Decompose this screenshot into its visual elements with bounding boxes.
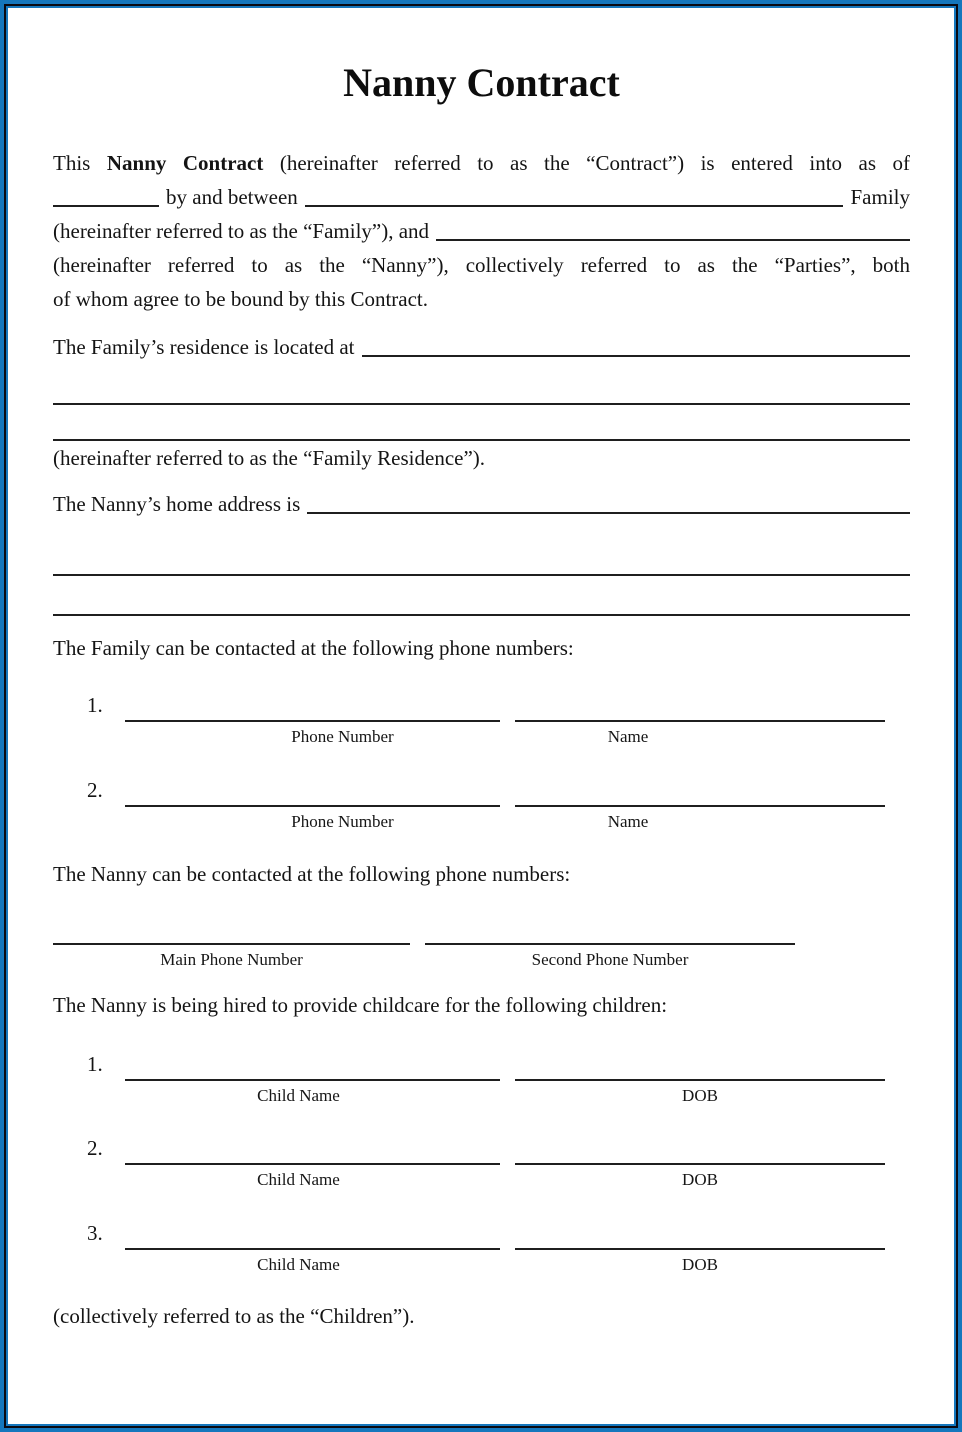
frame-dark-line — [4, 4, 958, 1428]
child-2-dob-field — [515, 1131, 885, 1192]
nanny-address-lead: The Nanny’s home address is — [53, 492, 301, 516]
family-phones-heading: The Family can be contacted at the following phone numbers: — [53, 636, 574, 660]
child-1-name-field — [125, 1047, 500, 1108]
row-number: 1. — [87, 1052, 103, 1076]
child-1-dob-field — [515, 1047, 885, 1108]
child-name-label: Child Name — [257, 1170, 340, 1189]
nanny-address-line — [53, 487, 910, 521]
contract-date-blank — [53, 187, 159, 207]
row-number: 1. — [87, 693, 103, 717]
family-phone-row-2 — [53, 773, 910, 834]
child-row-2 — [53, 1131, 910, 1192]
dob-blank — [515, 1047, 885, 1081]
intro-line-3 — [53, 214, 910, 248]
nanny-address-blank-2 — [53, 521, 910, 576]
document-content — [8, 8, 954, 1424]
intro-line-2 — [53, 180, 910, 214]
row-number: 2. — [87, 1136, 103, 1160]
child-name-label: Child Name — [257, 1255, 340, 1274]
child-name-blank — [125, 1216, 500, 1250]
nanny-name-blank — [436, 221, 910, 241]
child-name-label: Child Name — [257, 1086, 340, 1105]
family-phone-row-1 — [53, 688, 910, 749]
second-phone-label: Second Phone Number — [531, 950, 689, 969]
dob-label: DOB — [682, 1086, 718, 1105]
children-suffix: (collectively referred to as the “Children”). — [53, 1304, 415, 1328]
child-row-1 — [53, 1047, 910, 1108]
phone-number-blank — [125, 688, 500, 722]
family-phone-1-name-field — [515, 688, 885, 749]
child-2-name-field — [125, 1131, 500, 1192]
nanny-main-phone-field — [53, 891, 410, 972]
name-label: Name — [607, 812, 649, 831]
second-phone-blank — [425, 891, 795, 945]
family-residence-blank-2 — [53, 366, 910, 405]
family-residence-blank-1 — [362, 337, 911, 357]
main-phone-label: Main Phone Number — [160, 950, 303, 969]
name-blank — [515, 688, 885, 722]
nanny-phone-row — [53, 891, 910, 972]
dob-blank — [515, 1131, 885, 1165]
family-name-blank — [305, 187, 844, 207]
intro-line-4: (hereinafter referred to as the “Nanny”), collectively referred to as the “Parties”, both — [53, 253, 910, 277]
nanny-phones-heading: The Nanny can be contacted at the following phone numbers: — [53, 862, 571, 886]
dob-label: DOB — [682, 1255, 718, 1274]
family-residence-line — [53, 330, 910, 364]
name-blank — [515, 773, 885, 807]
children-heading: The Nanny is being hired to provide childcare for the following children: — [53, 993, 668, 1017]
intro-line-1-post: (hereinafter referred to as the “Contract”) is entered into as of — [279, 151, 911, 175]
intro-paragraph — [53, 146, 910, 316]
phone-number-label: Phone Number — [291, 812, 394, 831]
child-row-3 — [53, 1216, 910, 1277]
intro-line-2-end: Family — [850, 185, 910, 209]
intro-line-1-bold: Nanny Contract — [106, 151, 264, 175]
family-residence-lead: The Family’s residence is located at — [53, 335, 355, 359]
frame-inner-line — [6, 6, 956, 1426]
page-title: Nanny Contract — [343, 60, 620, 105]
child-name-blank — [125, 1047, 500, 1081]
intro-line-1 — [53, 146, 910, 180]
name-label: Name — [607, 727, 649, 746]
nanny-address-blank-3 — [53, 576, 910, 616]
phone-number-blank — [125, 773, 500, 807]
row-number: 3. — [87, 1221, 103, 1245]
main-phone-blank — [53, 891, 410, 945]
intro-line-3-text: (hereinafter referred to as the “Family”), and — [53, 219, 430, 243]
row-number: 2. — [87, 778, 103, 802]
dob-label: DOB — [682, 1170, 718, 1189]
child-3-dob-field — [515, 1216, 885, 1277]
intro-line-5: of whom agree to be bound by this Contract. — [53, 287, 429, 311]
child-name-blank — [125, 1131, 500, 1165]
family-residence-suffix: (hereinafter referred to as the “Family Residence”). — [53, 446, 486, 470]
dob-blank — [515, 1216, 885, 1250]
phone-number-label: Phone Number — [291, 727, 394, 746]
intro-line-2-text: by and between — [166, 185, 298, 209]
family-residence-blank-3 — [53, 405, 910, 441]
intro-line-1-pre: This — [53, 151, 91, 175]
nanny-second-phone-field — [425, 891, 795, 972]
child-3-name-field — [125, 1216, 500, 1277]
nanny-address-blank-1 — [307, 494, 910, 514]
family-phone-2-name-field — [515, 773, 885, 834]
